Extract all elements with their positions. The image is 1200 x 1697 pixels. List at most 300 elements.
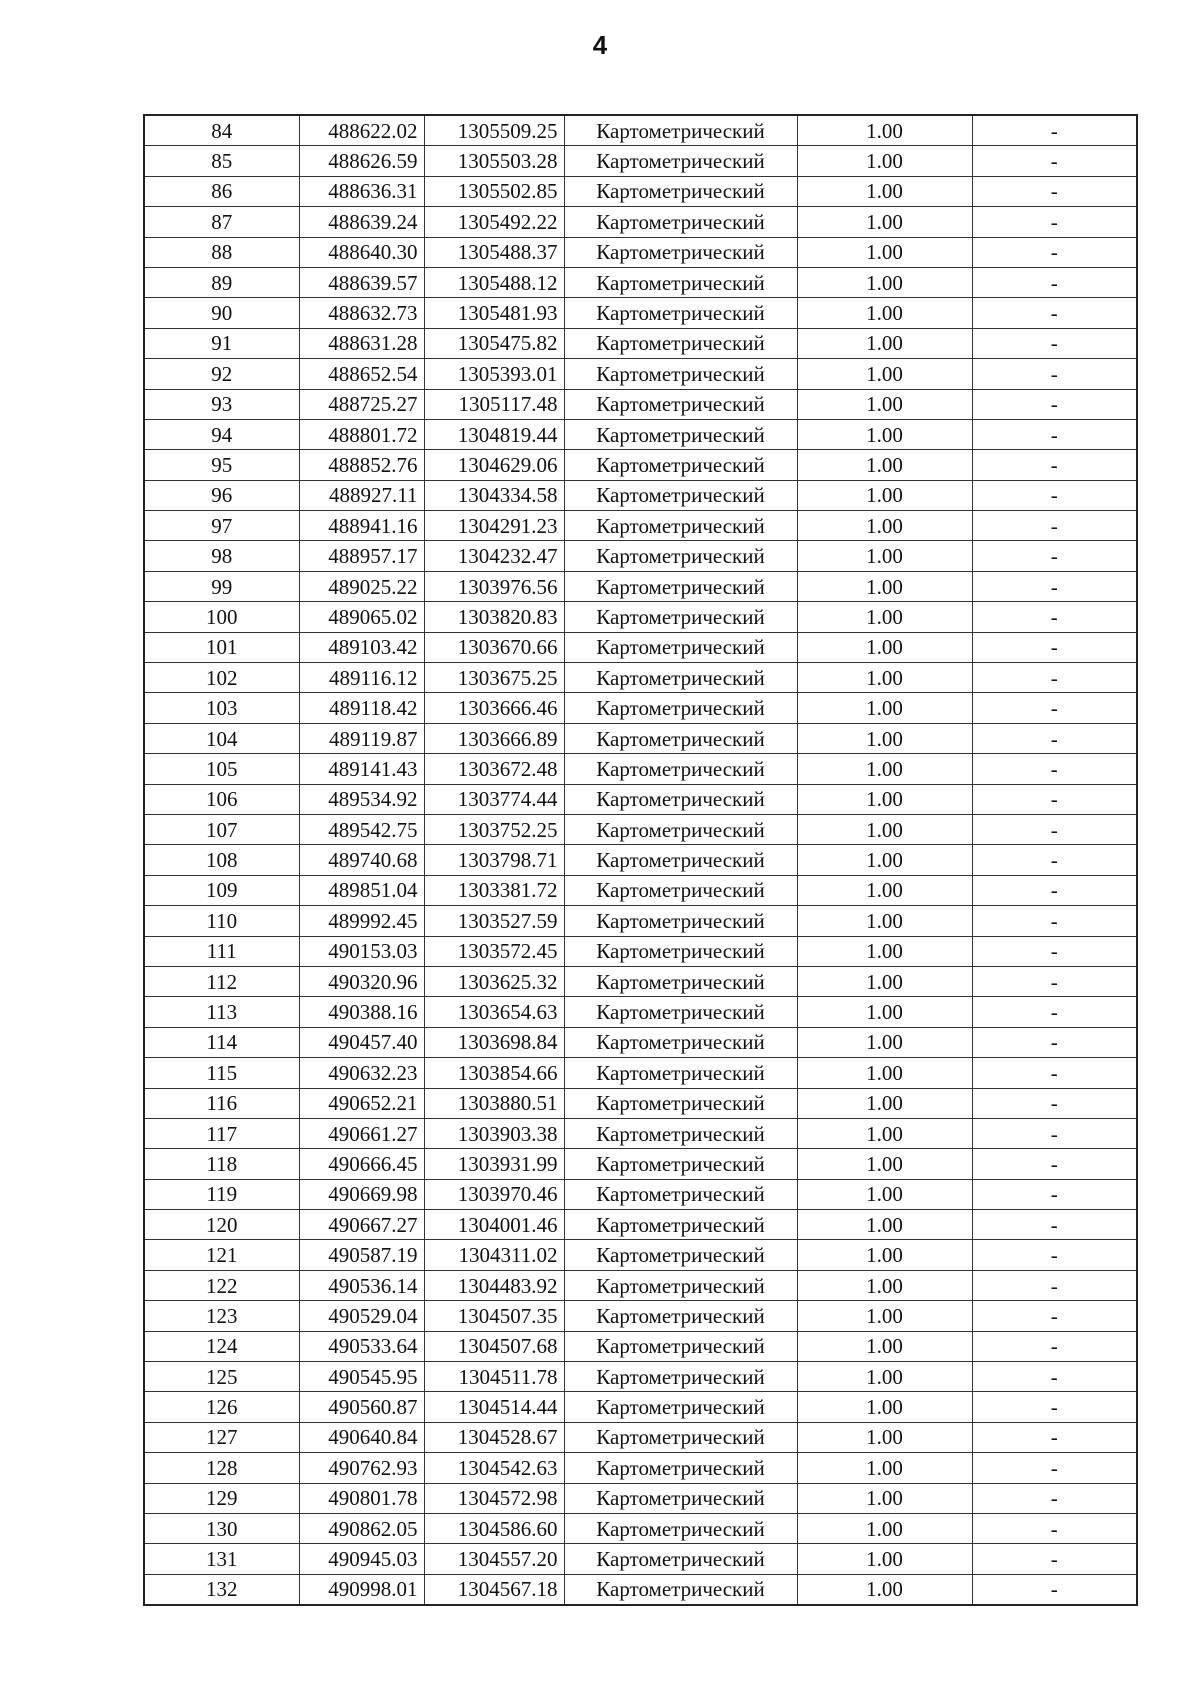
method-cell: Картометрический xyxy=(564,1027,797,1057)
point-number-cell: 125 xyxy=(144,1362,299,1392)
method-cell: Картометрический xyxy=(564,663,797,693)
point-number-cell: 92 xyxy=(144,359,299,389)
note-cell: - xyxy=(972,359,1137,389)
x-coordinate-cell: 490667.27 xyxy=(299,1210,424,1240)
accuracy-cell: 1.00 xyxy=(797,328,972,358)
method-cell: Картометрический xyxy=(564,936,797,966)
x-coordinate-cell: 490862.05 xyxy=(299,1513,424,1543)
point-number-cell: 112 xyxy=(144,966,299,996)
y-coordinate-cell: 1303880.51 xyxy=(424,1088,564,1118)
accuracy-cell: 1.00 xyxy=(797,693,972,723)
note-cell: - xyxy=(972,511,1137,541)
method-cell: Картометрический xyxy=(564,1058,797,1088)
note-cell: - xyxy=(972,1483,1137,1513)
method-cell: Картометрический xyxy=(564,1392,797,1422)
method-cell: Картометрический xyxy=(564,359,797,389)
accuracy-cell: 1.00 xyxy=(797,1088,972,1118)
page-number: 4 xyxy=(592,30,608,60)
y-coordinate-cell: 1304311.02 xyxy=(424,1240,564,1270)
note-cell: - xyxy=(972,784,1137,814)
table-row xyxy=(144,1058,1137,1088)
x-coordinate-cell: 490632.23 xyxy=(299,1058,424,1088)
x-coordinate-cell: 489542.75 xyxy=(299,814,424,844)
point-number-cell: 118 xyxy=(144,1149,299,1179)
table-row xyxy=(144,1270,1137,1300)
accuracy-cell: 1.00 xyxy=(797,1392,972,1422)
x-coordinate-cell: 488622.02 xyxy=(299,115,424,146)
y-coordinate-cell: 1304507.35 xyxy=(424,1301,564,1331)
point-number-cell: 115 xyxy=(144,1058,299,1088)
note-cell: - xyxy=(972,845,1137,875)
x-coordinate-cell: 489992.45 xyxy=(299,906,424,936)
y-coordinate-cell: 1304542.63 xyxy=(424,1453,564,1483)
table-row xyxy=(144,1240,1137,1270)
point-number-cell: 120 xyxy=(144,1210,299,1240)
note-cell: - xyxy=(972,693,1137,723)
method-cell: Картометрический xyxy=(564,1270,797,1300)
accuracy-cell: 1.00 xyxy=(797,237,972,267)
table-row xyxy=(144,1149,1137,1179)
method-cell: Картометрический xyxy=(564,1331,797,1361)
x-coordinate-cell: 488631.28 xyxy=(299,328,424,358)
point-number-cell: 108 xyxy=(144,845,299,875)
point-number-cell: 117 xyxy=(144,1118,299,1148)
x-coordinate-cell: 488639.57 xyxy=(299,267,424,297)
table-row xyxy=(144,875,1137,905)
y-coordinate-cell: 1303976.56 xyxy=(424,571,564,601)
table-row xyxy=(144,1483,1137,1513)
accuracy-cell: 1.00 xyxy=(797,966,972,996)
point-number-cell: 107 xyxy=(144,814,299,844)
point-number-cell: 121 xyxy=(144,1240,299,1270)
point-number-cell: 91 xyxy=(144,328,299,358)
table-row xyxy=(144,1088,1137,1118)
x-coordinate-cell: 488725.27 xyxy=(299,389,424,419)
point-number-cell: 109 xyxy=(144,875,299,905)
method-cell: Картометрический xyxy=(564,115,797,146)
note-cell: - xyxy=(972,389,1137,419)
table-row xyxy=(144,1027,1137,1057)
y-coordinate-cell: 1304507.68 xyxy=(424,1331,564,1361)
note-cell: - xyxy=(972,267,1137,297)
point-number-cell: 110 xyxy=(144,906,299,936)
table-row xyxy=(144,1301,1137,1331)
y-coordinate-cell: 1305475.82 xyxy=(424,328,564,358)
accuracy-cell: 1.00 xyxy=(797,115,972,146)
x-coordinate-cell: 490661.27 xyxy=(299,1118,424,1148)
method-cell: Картометрический xyxy=(564,1483,797,1513)
x-coordinate-cell: 489116.12 xyxy=(299,663,424,693)
y-coordinate-cell: 1304629.06 xyxy=(424,450,564,480)
table-row xyxy=(144,693,1137,723)
point-number-cell: 123 xyxy=(144,1301,299,1331)
x-coordinate-cell: 490652.21 xyxy=(299,1088,424,1118)
accuracy-cell: 1.00 xyxy=(797,1240,972,1270)
table-row xyxy=(144,1210,1137,1240)
x-coordinate-cell: 488652.54 xyxy=(299,359,424,389)
note-cell: - xyxy=(972,1027,1137,1057)
table-row xyxy=(144,480,1137,510)
accuracy-cell: 1.00 xyxy=(797,511,972,541)
method-cell: Картометрический xyxy=(564,1088,797,1118)
table-row xyxy=(144,936,1137,966)
accuracy-cell: 1.00 xyxy=(797,541,972,571)
accuracy-cell: 1.00 xyxy=(797,1270,972,1300)
accuracy-cell: 1.00 xyxy=(797,419,972,449)
x-coordinate-cell: 488639.24 xyxy=(299,207,424,237)
y-coordinate-cell: 1303654.63 xyxy=(424,997,564,1027)
accuracy-cell: 1.00 xyxy=(797,1574,972,1605)
table-row xyxy=(144,1331,1137,1361)
method-cell: Картометрический xyxy=(564,1544,797,1574)
table-row xyxy=(144,845,1137,875)
method-cell: Картометрический xyxy=(564,480,797,510)
method-cell: Картометрический xyxy=(564,1240,797,1270)
accuracy-cell: 1.00 xyxy=(797,480,972,510)
x-coordinate-cell: 488632.73 xyxy=(299,298,424,328)
table-row xyxy=(144,176,1137,206)
x-coordinate-cell: 489740.68 xyxy=(299,845,424,875)
note-cell: - xyxy=(972,936,1137,966)
x-coordinate-cell: 489851.04 xyxy=(299,875,424,905)
x-coordinate-cell: 490153.03 xyxy=(299,936,424,966)
note-cell: - xyxy=(972,450,1137,480)
y-coordinate-cell: 1303666.46 xyxy=(424,693,564,723)
note-cell: - xyxy=(972,115,1137,146)
note-cell: - xyxy=(972,541,1137,571)
accuracy-cell: 1.00 xyxy=(797,784,972,814)
y-coordinate-cell: 1305492.22 xyxy=(424,207,564,237)
point-number-cell: 119 xyxy=(144,1179,299,1209)
accuracy-cell: 1.00 xyxy=(797,632,972,662)
method-cell: Картометрический xyxy=(564,389,797,419)
table-row xyxy=(144,997,1137,1027)
note-cell: - xyxy=(972,328,1137,358)
note-cell: - xyxy=(972,1118,1137,1148)
accuracy-cell: 1.00 xyxy=(797,1179,972,1209)
table-row xyxy=(144,267,1137,297)
method-cell: Картометрический xyxy=(564,1574,797,1605)
accuracy-cell: 1.00 xyxy=(797,207,972,237)
point-number-cell: 88 xyxy=(144,237,299,267)
point-number-cell: 84 xyxy=(144,115,299,146)
point-number-cell: 111 xyxy=(144,936,299,966)
note-cell: - xyxy=(972,237,1137,267)
y-coordinate-cell: 1305488.37 xyxy=(424,237,564,267)
y-coordinate-cell: 1303970.46 xyxy=(424,1179,564,1209)
x-coordinate-cell: 489534.92 xyxy=(299,784,424,814)
note-cell: - xyxy=(972,632,1137,662)
table-row xyxy=(144,1118,1137,1148)
table-row xyxy=(144,663,1137,693)
method-cell: Картометрический xyxy=(564,541,797,571)
accuracy-cell: 1.00 xyxy=(797,1513,972,1543)
x-coordinate-cell: 490536.14 xyxy=(299,1270,424,1300)
method-cell: Картометрический xyxy=(564,176,797,206)
x-coordinate-cell: 489119.87 xyxy=(299,723,424,753)
note-cell: - xyxy=(972,1362,1137,1392)
y-coordinate-cell: 1304232.47 xyxy=(424,541,564,571)
x-coordinate-cell: 488636.31 xyxy=(299,176,424,206)
table-row xyxy=(144,1392,1137,1422)
table-row xyxy=(144,906,1137,936)
y-coordinate-cell: 1304291.23 xyxy=(424,511,564,541)
coordinates-table-body xyxy=(144,115,1137,1605)
accuracy-cell: 1.00 xyxy=(797,936,972,966)
method-cell: Картометрический xyxy=(564,511,797,541)
table-row xyxy=(144,1574,1137,1605)
y-coordinate-cell: 1305503.28 xyxy=(424,146,564,176)
note-cell: - xyxy=(972,1088,1137,1118)
note-cell: - xyxy=(972,419,1137,449)
point-number-cell: 89 xyxy=(144,267,299,297)
method-cell: Картометрический xyxy=(564,875,797,905)
x-coordinate-cell: 490587.19 xyxy=(299,1240,424,1270)
point-number-cell: 100 xyxy=(144,602,299,632)
y-coordinate-cell: 1304528.67 xyxy=(424,1422,564,1452)
x-coordinate-cell: 489103.42 xyxy=(299,632,424,662)
note-cell: - xyxy=(972,1301,1137,1331)
method-cell: Картометрический xyxy=(564,602,797,632)
note-cell: - xyxy=(972,1331,1137,1361)
table-row xyxy=(144,450,1137,480)
x-coordinate-cell: 490762.93 xyxy=(299,1453,424,1483)
accuracy-cell: 1.00 xyxy=(797,723,972,753)
x-coordinate-cell: 490666.45 xyxy=(299,1149,424,1179)
method-cell: Картометрический xyxy=(564,632,797,662)
accuracy-cell: 1.00 xyxy=(797,1301,972,1331)
method-cell: Картометрический xyxy=(564,966,797,996)
table-row xyxy=(144,632,1137,662)
table-row xyxy=(144,328,1137,358)
x-coordinate-cell: 490457.40 xyxy=(299,1027,424,1057)
note-cell: - xyxy=(972,875,1137,905)
y-coordinate-cell: 1304511.78 xyxy=(424,1362,564,1392)
x-coordinate-cell: 490533.64 xyxy=(299,1331,424,1361)
y-coordinate-cell: 1303820.83 xyxy=(424,602,564,632)
x-coordinate-cell: 490998.01 xyxy=(299,1574,424,1605)
y-coordinate-cell: 1303527.59 xyxy=(424,906,564,936)
point-number-cell: 113 xyxy=(144,997,299,1027)
method-cell: Картометрический xyxy=(564,207,797,237)
x-coordinate-cell: 488957.17 xyxy=(299,541,424,571)
coordinates-table xyxy=(143,114,1138,1606)
point-number-cell: 116 xyxy=(144,1088,299,1118)
method-cell: Картометрический xyxy=(564,328,797,358)
note-cell: - xyxy=(972,207,1137,237)
point-number-cell: 102 xyxy=(144,663,299,693)
note-cell: - xyxy=(972,1179,1137,1209)
method-cell: Картометрический xyxy=(564,814,797,844)
y-coordinate-cell: 1303381.72 xyxy=(424,875,564,905)
point-number-cell: 131 xyxy=(144,1544,299,1574)
note-cell: - xyxy=(972,1544,1137,1574)
x-coordinate-cell: 490388.16 xyxy=(299,997,424,1027)
method-cell: Картометрический xyxy=(564,845,797,875)
x-coordinate-cell: 490320.96 xyxy=(299,966,424,996)
point-number-cell: 98 xyxy=(144,541,299,571)
accuracy-cell: 1.00 xyxy=(797,814,972,844)
x-coordinate-cell: 489118.42 xyxy=(299,693,424,723)
accuracy-cell: 1.00 xyxy=(797,602,972,632)
note-cell: - xyxy=(972,1210,1137,1240)
point-number-cell: 85 xyxy=(144,146,299,176)
note-cell: - xyxy=(972,1453,1137,1483)
method-cell: Картометрический xyxy=(564,1362,797,1392)
point-number-cell: 114 xyxy=(144,1027,299,1057)
note-cell: - xyxy=(972,1513,1137,1543)
y-coordinate-cell: 1304001.46 xyxy=(424,1210,564,1240)
y-coordinate-cell: 1304567.18 xyxy=(424,1574,564,1605)
y-coordinate-cell: 1303625.32 xyxy=(424,966,564,996)
point-number-cell: 93 xyxy=(144,389,299,419)
method-cell: Картометрический xyxy=(564,146,797,176)
table-row xyxy=(144,115,1137,146)
point-number-cell: 96 xyxy=(144,480,299,510)
x-coordinate-cell: 488626.59 xyxy=(299,146,424,176)
y-coordinate-cell: 1304514.44 xyxy=(424,1392,564,1422)
y-coordinate-cell: 1305509.25 xyxy=(424,115,564,146)
point-number-cell: 130 xyxy=(144,1513,299,1543)
table-row xyxy=(144,298,1137,328)
point-number-cell: 101 xyxy=(144,632,299,662)
method-cell: Картометрический xyxy=(564,723,797,753)
note-cell: - xyxy=(972,1240,1137,1270)
accuracy-cell: 1.00 xyxy=(797,663,972,693)
y-coordinate-cell: 1304586.60 xyxy=(424,1513,564,1543)
table-row xyxy=(144,237,1137,267)
accuracy-cell: 1.00 xyxy=(797,1483,972,1513)
note-cell: - xyxy=(972,997,1137,1027)
accuracy-cell: 1.00 xyxy=(797,267,972,297)
method-cell: Картометрический xyxy=(564,784,797,814)
point-number-cell: 127 xyxy=(144,1422,299,1452)
y-coordinate-cell: 1305117.48 xyxy=(424,389,564,419)
note-cell: - xyxy=(972,906,1137,936)
y-coordinate-cell: 1304572.98 xyxy=(424,1483,564,1513)
point-number-cell: 132 xyxy=(144,1574,299,1605)
y-coordinate-cell: 1304557.20 xyxy=(424,1544,564,1574)
accuracy-cell: 1.00 xyxy=(797,875,972,905)
y-coordinate-cell: 1305481.93 xyxy=(424,298,564,328)
note-cell: - xyxy=(972,1392,1137,1422)
x-coordinate-cell: 490545.95 xyxy=(299,1362,424,1392)
accuracy-cell: 1.00 xyxy=(797,1027,972,1057)
point-number-cell: 128 xyxy=(144,1453,299,1483)
note-cell: - xyxy=(972,176,1137,206)
table-row xyxy=(144,146,1137,176)
method-cell: Картометрический xyxy=(564,1513,797,1543)
point-number-cell: 90 xyxy=(144,298,299,328)
method-cell: Картометрический xyxy=(564,1149,797,1179)
note-cell: - xyxy=(972,480,1137,510)
y-coordinate-cell: 1304483.92 xyxy=(424,1270,564,1300)
accuracy-cell: 1.00 xyxy=(797,906,972,936)
accuracy-cell: 1.00 xyxy=(797,1149,972,1179)
accuracy-cell: 1.00 xyxy=(797,1118,972,1148)
method-cell: Картометрический xyxy=(564,997,797,1027)
y-coordinate-cell: 1303672.48 xyxy=(424,754,564,784)
method-cell: Картометрический xyxy=(564,1301,797,1331)
y-coordinate-cell: 1304819.44 xyxy=(424,419,564,449)
x-coordinate-cell: 489141.43 xyxy=(299,754,424,784)
y-coordinate-cell: 1304334.58 xyxy=(424,480,564,510)
accuracy-cell: 1.00 xyxy=(797,997,972,1027)
note-cell: - xyxy=(972,663,1137,693)
y-coordinate-cell: 1303798.71 xyxy=(424,845,564,875)
y-coordinate-cell: 1303698.84 xyxy=(424,1027,564,1057)
table-row xyxy=(144,359,1137,389)
method-cell: Картометрический xyxy=(564,450,797,480)
point-number-cell: 95 xyxy=(144,450,299,480)
note-cell: - xyxy=(972,1149,1137,1179)
method-cell: Картометрический xyxy=(564,1118,797,1148)
accuracy-cell: 1.00 xyxy=(797,1058,972,1088)
table-row xyxy=(144,207,1137,237)
accuracy-cell: 1.00 xyxy=(797,176,972,206)
table-row xyxy=(144,784,1137,814)
point-number-cell: 129 xyxy=(144,1483,299,1513)
accuracy-cell: 1.00 xyxy=(797,1331,972,1361)
table-row xyxy=(144,814,1137,844)
x-coordinate-cell: 490640.84 xyxy=(299,1422,424,1452)
accuracy-cell: 1.00 xyxy=(797,298,972,328)
x-coordinate-cell: 490801.78 xyxy=(299,1483,424,1513)
point-number-cell: 103 xyxy=(144,693,299,723)
table-row xyxy=(144,602,1137,632)
table-row xyxy=(144,723,1137,753)
table-row xyxy=(144,1362,1137,1392)
y-coordinate-cell: 1303854.66 xyxy=(424,1058,564,1088)
y-coordinate-cell: 1305488.12 xyxy=(424,267,564,297)
x-coordinate-cell: 488640.30 xyxy=(299,237,424,267)
table-row xyxy=(144,511,1137,541)
point-number-cell: 97 xyxy=(144,511,299,541)
x-coordinate-cell: 488801.72 xyxy=(299,419,424,449)
table-row xyxy=(144,966,1137,996)
accuracy-cell: 1.00 xyxy=(797,1362,972,1392)
x-coordinate-cell: 489025.22 xyxy=(299,571,424,601)
method-cell: Картометрический xyxy=(564,1453,797,1483)
method-cell: Картометрический xyxy=(564,693,797,723)
note-cell: - xyxy=(972,298,1137,328)
point-number-cell: 94 xyxy=(144,419,299,449)
note-cell: - xyxy=(972,571,1137,601)
method-cell: Картометрический xyxy=(564,571,797,601)
y-coordinate-cell: 1303670.66 xyxy=(424,632,564,662)
accuracy-cell: 1.00 xyxy=(797,1210,972,1240)
note-cell: - xyxy=(972,602,1137,632)
x-coordinate-cell: 490560.87 xyxy=(299,1392,424,1422)
x-coordinate-cell: 488941.16 xyxy=(299,511,424,541)
accuracy-cell: 1.00 xyxy=(797,571,972,601)
table-row xyxy=(144,754,1137,784)
x-coordinate-cell: 490669.98 xyxy=(299,1179,424,1209)
y-coordinate-cell: 1303666.89 xyxy=(424,723,564,753)
accuracy-cell: 1.00 xyxy=(797,1544,972,1574)
point-number-cell: 106 xyxy=(144,784,299,814)
method-cell: Картометрический xyxy=(564,1210,797,1240)
accuracy-cell: 1.00 xyxy=(797,1453,972,1483)
y-coordinate-cell: 1305502.85 xyxy=(424,176,564,206)
method-cell: Картометрический xyxy=(564,906,797,936)
point-number-cell: 105 xyxy=(144,754,299,784)
y-coordinate-cell: 1303931.99 xyxy=(424,1149,564,1179)
table-row xyxy=(144,571,1137,601)
method-cell: Картометрический xyxy=(564,1179,797,1209)
point-number-cell: 86 xyxy=(144,176,299,206)
accuracy-cell: 1.00 xyxy=(797,450,972,480)
